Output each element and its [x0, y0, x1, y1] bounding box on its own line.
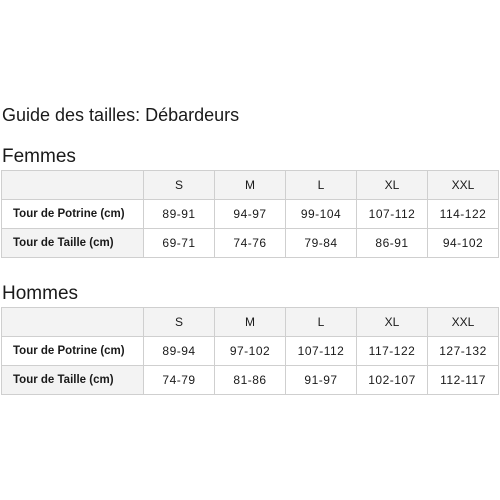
table-cell: 117-122 [357, 337, 428, 366]
page-title: Guide des tailles: Débardeurs [2, 105, 240, 125]
table-cell: 86-91 [357, 229, 428, 258]
size-header: L [286, 308, 357, 337]
section-title-hommes: Hommes [2, 283, 79, 304]
table-cell: 107-112 [357, 200, 428, 229]
table-cell: 74-76 [215, 229, 286, 258]
row-label: Tour de Potrine (cm) [2, 200, 144, 229]
table-cell: 89-91 [144, 200, 215, 229]
table-cell: 114-122 [428, 200, 499, 229]
table-row [2, 337, 499, 366]
size-header: XXL [428, 171, 499, 200]
row-label: Tour de Potrine (cm) [2, 337, 144, 366]
table-cell: 74-79 [144, 366, 215, 395]
table-cell: 89-94 [144, 337, 215, 366]
table-row [2, 229, 499, 258]
size-header: XL [357, 171, 428, 200]
table-cell: 127-132 [428, 337, 499, 366]
size-header: M [215, 171, 286, 200]
table-header-row [2, 171, 499, 200]
table-cell: 94-102 [428, 229, 499, 258]
size-header: XXL [428, 308, 499, 337]
size-header: M [215, 308, 286, 337]
size-header: S [144, 308, 215, 337]
header-corner-cell [2, 308, 144, 337]
row-label: Tour de Taille (cm) [2, 229, 144, 258]
table-cell: 102-107 [357, 366, 428, 395]
size-table-femmes [1, 170, 499, 258]
table-cell: 91-97 [286, 366, 357, 395]
size-header: S [144, 171, 215, 200]
table-cell: 79-84 [286, 229, 357, 258]
size-table-hommes [1, 307, 499, 395]
size-header: XL [357, 308, 428, 337]
table-cell: 107-112 [286, 337, 357, 366]
table-cell: 94-97 [215, 200, 286, 229]
section-title-femmes: Femmes [2, 146, 76, 167]
table-cell: 81-86 [215, 366, 286, 395]
row-label: Tour de Taille (cm) [2, 366, 144, 395]
size-header: L [286, 171, 357, 200]
table-cell: 97-102 [215, 337, 286, 366]
header-corner-cell [2, 171, 144, 200]
table-cell: 69-71 [144, 229, 215, 258]
table-cell: 112-117 [428, 366, 499, 395]
table-row [2, 200, 499, 229]
table-row [2, 366, 499, 395]
table-header-row [2, 308, 499, 337]
table-cell: 99-104 [286, 200, 357, 229]
